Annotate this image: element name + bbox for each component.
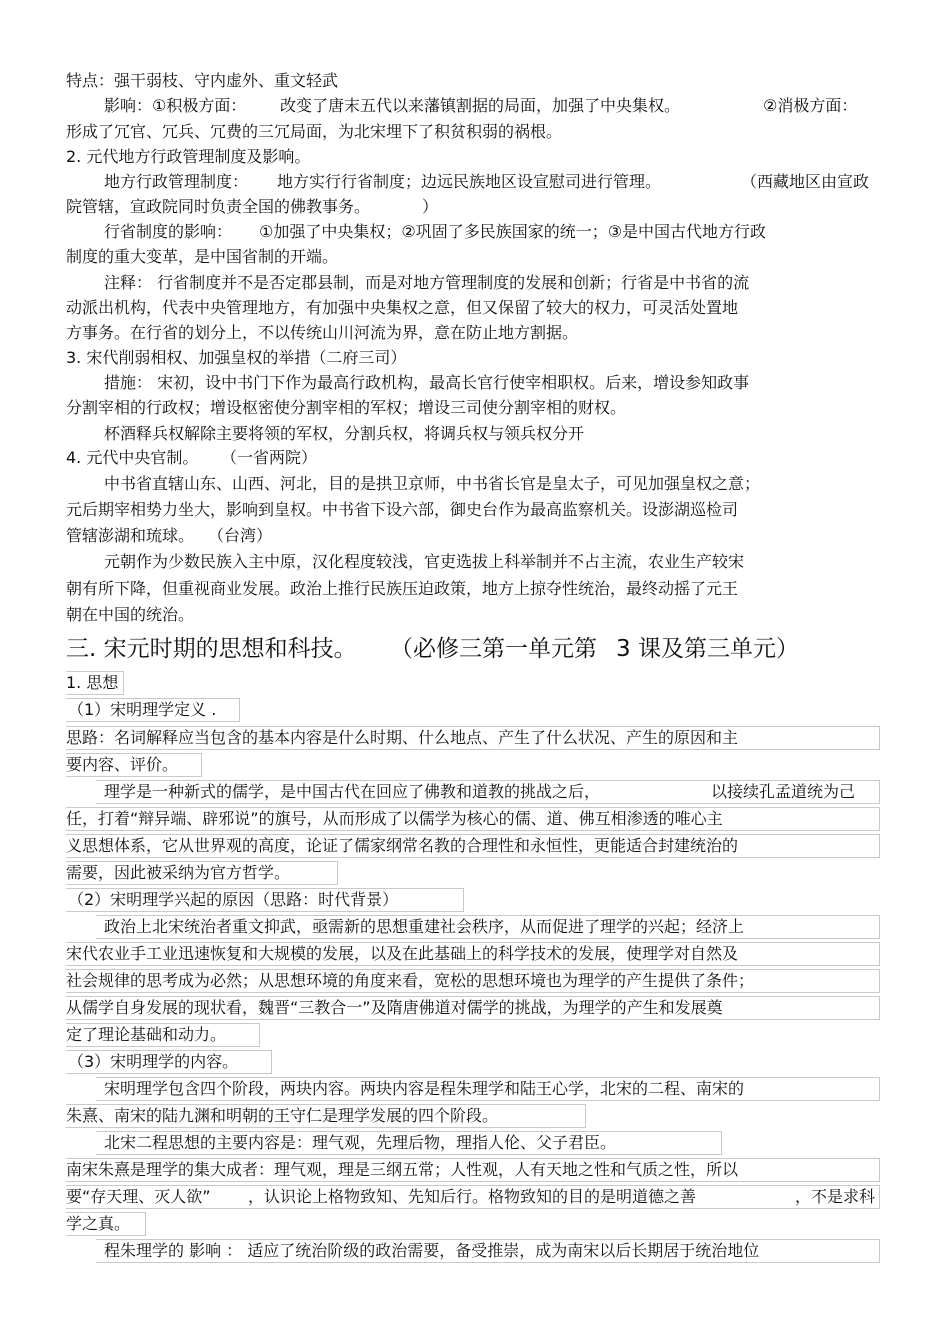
text-line: 北宋二程思想的主要内容是：理气观，先理后物，理指人伦、父子君臣。 [104,1133,617,1152]
text-line: 分割宰相的行政权；增设枢密使分割宰相的军权；增设三司使分割宰相的财权。 [66,398,627,417]
text-line: （一省两院） [221,448,318,467]
text-line: 形成了冗官、冗兵、冗费的三冗局面，为北宋埋下了积贫积弱的祸根。 [66,122,563,141]
text-line: 宋明理学包含四个阶段，两块内容。两块内容是程朱理学和陆王心学，北宋的二程、南宋的 [104,1079,745,1098]
text-line: 义思想体系，它从世界观的高度，论证了儒家纲常名教的合理性和永恒性，更能适合封建统治的 [66,836,739,855]
text-line: 地方行政管理制度： [104,172,249,191]
text-line: 元后期宰相势力坐大，影响到皇权。中书省下设六部，御史台作为最高监察机关。设澎湖巡检司 [66,500,739,519]
text-line: 社会规律的思考成为必然；从思想环境的角度来看，宽松的思想环境也为理学的产生提供了条件； [66,971,755,990]
text-line: 宋代农业手工业迅速恢复和大规模的发展，以及在此基础上的科学技术的发展，使理学对自然及 [66,944,739,963]
section-heading: 4. 元代中央官制。 [66,448,199,467]
chapter-heading: （必修三第一单元第 [390,636,597,662]
text-line: ①加强了中央集权；②巩固了多民族国家的统一；③是中国古代地方行政 [259,222,767,241]
text-line: 院管辖，宣政院同时负责全国的佛教事务。 [66,197,371,216]
text-line: 要“存天理、灭人欲” [66,1187,211,1206]
text-line: 方事务。在行省的划分上，不以传统山川河流为界，意在防止地方割据。 [66,323,579,342]
text-line: 影响：①积极方面： [104,96,247,115]
text-line: 要内容、评价。 [66,755,179,774]
text-line: 政治上北宋统治者重文抑武，亟需新的思想重建社会秩序，从而促进了理学的兴起；经济上 [104,917,745,936]
text-line: 中书省直辖山东、山西、河北，目的是拱卫京师，中书省长官是皇太子，可见加强皇权之意； [104,474,761,493]
text-line: 动派出机构，代表中央管理地方，有加强中央集权之意，但又保留了较大的权力，可灵活处置地 [66,298,739,317]
text-line: 注释： 行省制度并不是否定郡县制，而是对地方管理制度的发展和创新；行省是中书省的流 [104,273,750,292]
chapter-heading: 3 课及第三单元） [616,636,799,662]
text-line: （台湾） [208,526,273,545]
text-line: 朝在中国的统治。 [66,605,195,624]
text-line: 从儒学自身发展的现状看，魏晋“三教合一”及隋唐佛道对儒学的挑战，为理学的产生和发展奠 [66,998,723,1017]
text-line: 需要，因此被采纳为官方哲学。 [66,863,291,882]
text-line: ） [422,197,439,216]
text-line: 改变了唐末五代以来藩镇割据的局面，加强了中央集权。 [280,96,681,115]
text-line: ②消极方面： [763,96,858,115]
text-line: 制度的重大变革，是中国省制的开端。 [66,247,339,266]
subsection-heading: （3）宋明理学的内容。 [68,1052,239,1071]
text-line: 元朝作为少数民族入主中原，汉化程度较浅，官吏选拔上科举制并不占主流，农业生产较宋 [104,552,745,571]
text-line: 地方实行行省制度；边远民族地区设宣慰司进行管理。 [277,172,662,191]
text-line: 朱熹、南宋的陆九渊和明朝的王守仁是理学发展的四个阶段。 [66,1106,499,1125]
text-line: 思路：名词解释应当包含的基本内容是什么时期、什么地点、产生了什么状况、产生的原因和主 [66,728,739,747]
text-line: ，不是求科 [795,1187,876,1206]
text-line: 程朱理学的 影响 ： 适应了统治阶级的政治需要，备受推崇，成为南宋以后长期居于统治地位 [104,1241,760,1260]
subsection-heading: （1）宋明理学定义 . [68,700,217,719]
text-line: 措施： 宋初，设中书门下作为最高行政机构，最高长官行使宰相职权。后来，增设参知政事 [104,373,750,392]
text-line: 任，打着“辩异端、辟邪说”的旗号，从而形成了以儒学为核心的儒、道、佛互相渗透的唯心主 [66,809,723,828]
text-line: 朝有所下降，但重视商业发展。政治上推行民族压迫政策，地方上掠夺性统治，最终动摇了元王 [66,579,739,598]
text-line: 以接续孔孟道统为己 [711,782,856,801]
chapter-heading: 三. 宋元时期的思想和科技。 [66,636,357,662]
text-line: 定了理论基础和动力。 [66,1025,227,1044]
text-line: 行省制度的影响： [104,222,233,241]
text-line: 理学是一种新式的儒学，是中国古代在回应了佛教和道教的挑战之后， [104,782,601,801]
text-line: （西藏地区由宣政 [741,172,870,191]
section-heading: 3. 宋代削弱相权、加强皇权的举措（二府三司） [66,348,407,367]
text-line: 特点：强干弱枝、守内虚外、重文轻武 [66,71,339,90]
text-line: 学之真。 [66,1214,131,1233]
subsection-heading: （2）宋明理学兴起的原因（思路：时代背景） [68,890,399,909]
text-line: 管辖澎湖和琉球。 [66,526,195,545]
text-line: 南宋朱熹是理学的集大成者：理气观，理是三纲五常；人性观，人有天地之性和气质之性，所以 [66,1160,739,1179]
text-line: 杯酒释兵权解除主要将领的军权，分割兵权，将调兵权与领兵权分开 [104,424,585,443]
text-line: ，认识论上格物致知、先知后行。格物致知的目的是明道德之善 [248,1187,697,1206]
section-heading: 2. 元代地方行政管理制度及影响。 [66,147,311,166]
section-heading: 1. 思想 [66,673,119,692]
